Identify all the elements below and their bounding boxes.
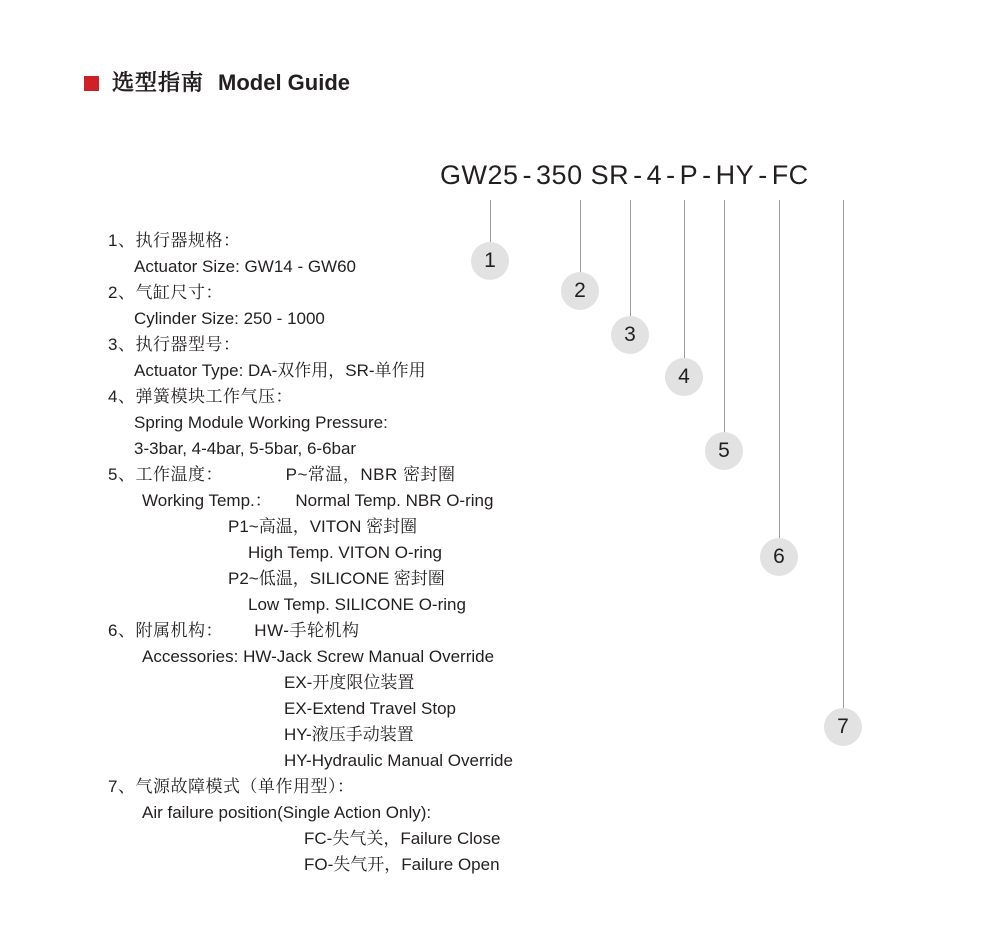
legend-row-item-4-en: Spring Module Working Pressure: [134, 413, 388, 432]
legend-row-item-5-p1-cn: P1~高温，VITON 密封圈 [228, 517, 418, 536]
legend-row-item-6-ex-cn: EX-开度限位装置 [284, 673, 415, 692]
legend-row-item-7-cn: 7、气源故障模式（单作用型）： [108, 777, 355, 796]
legend-row-item-4-cn: 4、弹簧模块工作气压： [108, 387, 293, 406]
legend-row-item-6-en: Accessories: HW-Jack Screw Manual Override [142, 647, 495, 666]
legend-row-item-7-en: Air failure position(Single Action Only): [142, 803, 432, 822]
legend-row-item-5-p1-en: High Temp. VITON O-ring [248, 543, 442, 562]
callout-bubble-7 [824, 708, 862, 746]
page-header [84, 72, 350, 94]
callout-label: 1 [484, 249, 496, 272]
callout-label: 7 [837, 715, 849, 738]
legend-row-item-5-en: Working Temp.： Normal Temp. NBR O-ring [142, 491, 494, 510]
model-code-separator: - [522, 160, 533, 190]
legend-row-item-6-hy-en: HY-Hydraulic Manual Override [284, 751, 513, 770]
callout-label: 5 [718, 439, 730, 462]
callout-bubble-6 [760, 538, 798, 576]
red-square-icon [84, 76, 99, 91]
leader-line-7 [843, 200, 844, 708]
callout-label: 2 [574, 279, 586, 302]
legend-row-item-3-cn: 3、执行器型号： [108, 335, 241, 354]
legend-row-item-2-en: Cylinder Size: 250 - 1000 [134, 309, 325, 328]
legend-row-item-5-p2-en: Low Temp. SILICONE O-ring [248, 595, 466, 614]
model-code-segment-4: 4 [646, 160, 663, 190]
model-code-separator: - [702, 160, 712, 190]
legend-row-item-1-cn: 1、执行器规格： [108, 231, 241, 250]
legend-row-item-2-cn: 2、气缸尺寸： [108, 283, 223, 302]
model-code-segment-5: P [679, 160, 699, 190]
model-code-segment-1: GW25 [440, 160, 519, 190]
page-title-en: Model Guide [218, 70, 351, 95]
page-title-cn: 选型指南 [112, 70, 205, 95]
callout-label: 3 [624, 323, 636, 346]
model-guide-legend [108, 228, 728, 878]
callout-label: 6 [773, 545, 785, 568]
legend-row-item-6-ex-en: EX-Extend Travel Stop [284, 699, 456, 718]
model-code-segment-6: HY [715, 160, 755, 190]
legend-row-item-1-en: Actuator Size: GW14 - GW60 [134, 257, 357, 276]
model-code-string [440, 160, 809, 194]
legend-row-item-7-fc: FC-失气关，Failure Close [304, 829, 501, 848]
legend-row-item-6-hy-cn: HY-液压手动装置 [284, 725, 414, 744]
legend-row-item-5-p2-cn: P2~低温，SILICONE 密封圈 [228, 569, 445, 588]
legend-row-item-5-cn: 5、工作温度： P~常温，NBR 密封圈 [108, 465, 456, 484]
legend-row-item-7-fo: FO-失气开，Failure Open [304, 855, 500, 874]
callout-label: 4 [678, 365, 690, 388]
model-code-segment-2: 350 [536, 160, 583, 190]
legend-row-item-6-cn: 6、附属机构： HW-手轮机构 [108, 621, 360, 640]
leader-line-6 [779, 200, 780, 538]
model-code-separator: - [633, 160, 643, 190]
model-code-separator: - [666, 160, 676, 190]
model-code-segment-7: FC [771, 160, 809, 190]
legend-row-item-4-en2: 3-3bar, 4-4bar, 5-5bar, 6-6bar [134, 439, 357, 458]
model-code-separator: - [758, 160, 768, 190]
legend-row-item-3-en: Actuator Type: DA-双作用，SR-单作用 [134, 361, 426, 380]
model-code-segment-3: SR [590, 160, 630, 190]
